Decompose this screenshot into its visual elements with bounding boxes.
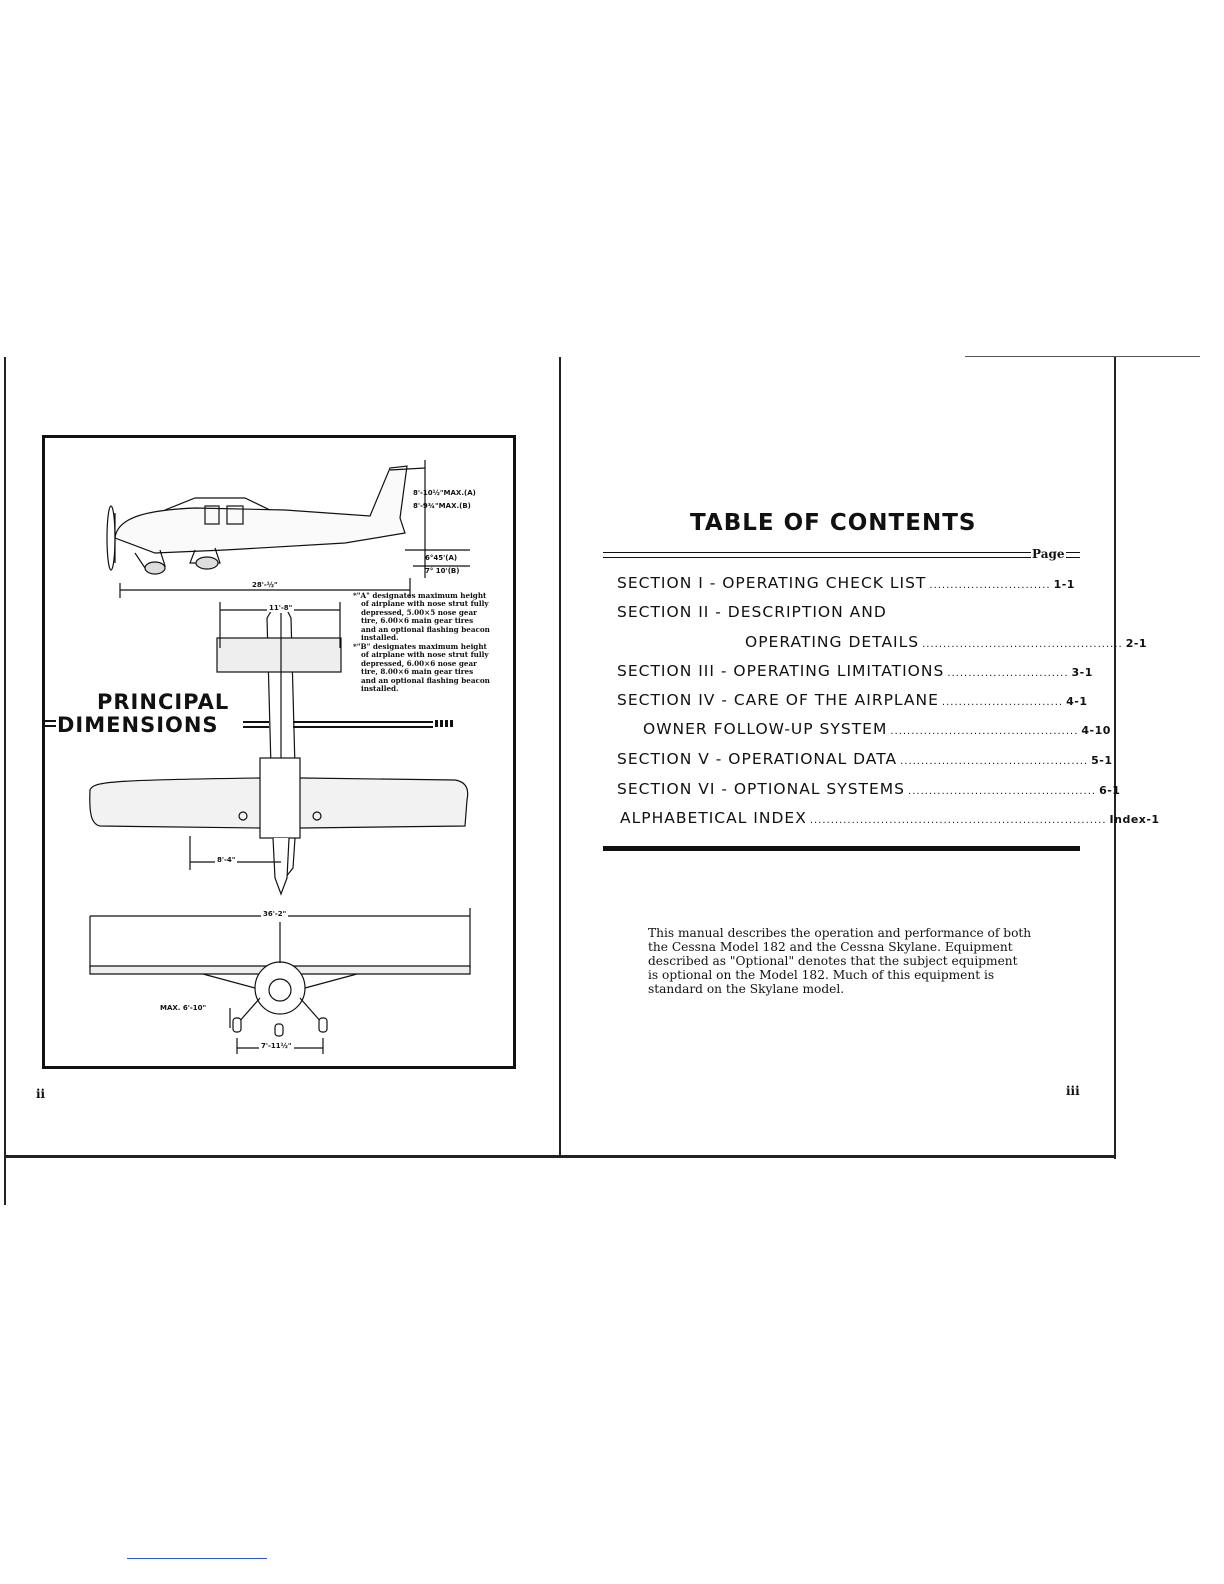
note-b: *"B" designates maximum height of airplane with nose strut fully depressed, 6.00×6 nose gear tire, 8.00×6 main gear tires and an optional flashing beacon installed. [353,642,490,694]
length-label: 28'-½" [252,581,278,589]
height-a-label: 8'-10½"MAX.(A) [413,489,476,497]
angle-b-label: 7° 10'(B) [425,567,460,575]
airplane-drawing [45,438,513,1066]
right-page-number: iii [1066,1084,1080,1098]
left-page-number: ii [36,1087,46,1101]
tread-label: 7'-11½" [261,1042,292,1050]
right-edge-line [1114,357,1116,1159]
toc-header-rule-end [1066,552,1080,558]
bottom-edge-line [4,1155,1116,1158]
spine-line [559,357,561,1157]
toc-entry[interactable]: SECTION IV - CARE OF THE AIRPLANE ............................. 4-1 [617,691,1088,709]
left-edge-line [4,357,6,1205]
bottom-blue-line [127,1558,267,1559]
height-b-label: 8'-9¾"MAX.(B) [413,502,471,510]
intro-paragraph: This manual describes the operation and performance of both the Cessna Model 182 and the Cessna Skylane. Equipment described as "Optional" denotes that the subject equipment is optional on the Model 182. Much of this equipment is standard on the Skylane model. [648,926,1032,996]
toc-page-header: Page [1032,547,1065,561]
angle-a-label: 6°45'(A) [425,554,458,562]
top-right-edge-line [965,356,1200,357]
toc-entry[interactable]: ALPHABETICAL INDEX ....................................................................... Index-1 [620,809,1160,827]
toc-entry[interactable]: SECTION VI - OPTIONAL SYSTEMS ............................................. 6-1 [617,780,1121,798]
toc-entry[interactable]: OWNER FOLLOW-UP SYSTEM ............................................. 4-10 [643,720,1111,738]
max-height-label: MAX. 6'-10" [160,1004,207,1012]
toc-entry[interactable]: SECTION II - DESCRIPTION AND [617,603,887,621]
toc-entry[interactable]: SECTION I - OPERATING CHECK LIST ............................. 1-1 [617,574,1075,592]
principal-title: PRINCIPAL [97,690,230,714]
toc-entry[interactable]: SECTION V - OPERATIONAL DATA ............................................. 5-1 [617,750,1113,768]
principal-dimensions-frame [42,435,516,1069]
toc-entry[interactable]: SECTION III - OPERATING LIMITATIONS ............................. 3-1 [617,662,1093,680]
note-a: *"A" designates maximum height of airplane with nose strut fully depressed, 5.00×5 nose gear tire, 6.00×6 main gear tires and an optional flashing beacon installed. [353,591,490,643]
toc-header-rule [603,552,1031,558]
wingspan-label: 36'-2" [263,910,287,918]
dimensions-title: DIMENSIONS [57,713,219,737]
wing-to-gear-label: 8'-4" [217,856,236,864]
toc-title: TABLE OF CONTENTS [690,510,977,536]
toc-bottom-rule [603,846,1080,851]
toc-entry[interactable]: OPERATING DETAILS ................................................ 2-1 [745,633,1148,651]
stabilizer-span-label: 11'-8" [269,604,293,612]
